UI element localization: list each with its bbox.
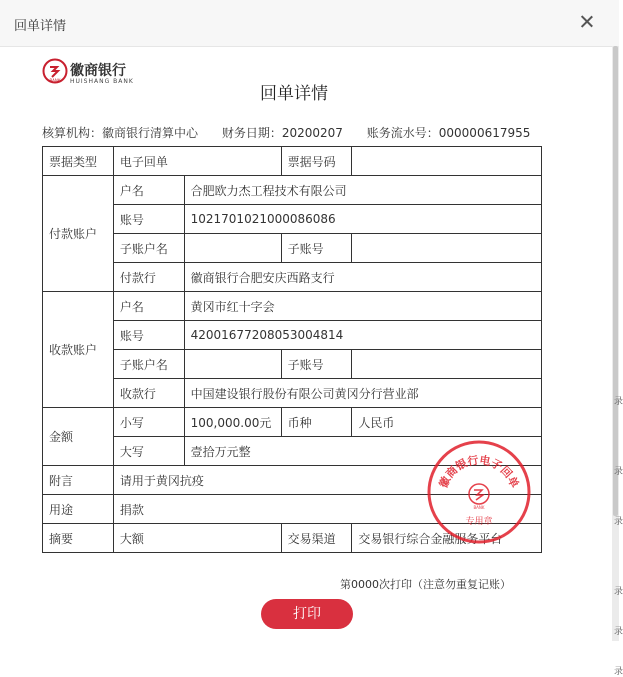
payee-account-label: 账号 xyxy=(113,321,184,350)
document-title: 回单详情 xyxy=(260,84,328,104)
close-icon[interactable] xyxy=(578,13,596,31)
table-row xyxy=(43,292,542,321)
purpose-label: 用途 xyxy=(43,495,114,524)
official-stamp xyxy=(425,438,533,546)
purpose: 捐款 xyxy=(113,495,541,524)
serial-number: 账务流水号：000000617955 xyxy=(366,126,531,140)
payee-sub-account xyxy=(352,350,542,379)
table-row xyxy=(43,321,542,350)
amount-group-label: 金额 xyxy=(43,408,114,466)
emblem-text: BANK xyxy=(49,78,61,83)
table-row xyxy=(43,408,542,437)
summary: 大额 xyxy=(113,524,281,553)
payer-name: 合肥欧力杰工程技术有限公司 xyxy=(184,176,541,205)
dialog-title: 回单详情 xyxy=(14,19,67,34)
postscript-label: 附言 xyxy=(43,466,114,495)
payer-sub-name xyxy=(184,234,281,263)
bill-type-value: 电子回单 xyxy=(113,147,281,176)
payer-bank: 徽商银行合肥安庆西路支行 xyxy=(184,263,541,292)
bill-no-value xyxy=(352,147,542,176)
background-page-edge: 录 xyxy=(614,587,623,597)
summary-label: 摘要 xyxy=(43,524,114,553)
bank-emblem-icon xyxy=(42,58,68,84)
table-row xyxy=(43,234,542,263)
vertical-scrollbar[interactable] xyxy=(612,46,623,677)
payee-bank: 中国建设银行股份有限公司黄冈分行营业部 xyxy=(184,379,541,408)
bank-name-cn: 徽商银行 xyxy=(70,63,126,79)
document-meta xyxy=(42,124,550,141)
background-page-edge: 录 xyxy=(614,467,623,477)
stamp-sub-text: 专用章 xyxy=(465,517,493,527)
currency: 人民币 xyxy=(352,408,542,437)
scrollbar-thumb[interactable] xyxy=(613,46,618,516)
background-page-edge: 录 xyxy=(614,397,623,407)
background-page-edge: 录 xyxy=(614,517,623,527)
payee-bank-label: 收款行 xyxy=(113,379,184,408)
payee-sub-name xyxy=(184,350,281,379)
background-page-edge: 录 xyxy=(614,667,623,677)
payer-account-label: 账号 xyxy=(113,205,184,234)
background-page-edge: 录 xyxy=(614,627,623,637)
stamp-text: 徽商银行电子回单 xyxy=(436,453,522,490)
table-row xyxy=(43,147,542,176)
table-row xyxy=(43,205,542,234)
amount-small-label: 小写 xyxy=(113,408,184,437)
bank-name-en: HUISHANG BANK xyxy=(70,78,134,85)
table-row xyxy=(43,379,542,408)
payer-group-label: 付款账户 xyxy=(43,176,114,292)
stamp-emblem-text: BANK xyxy=(473,505,485,510)
payer-sub-account xyxy=(352,234,542,263)
payer-bank-label: 付款行 xyxy=(113,263,184,292)
channel: 交易银行综合金融服务平台 xyxy=(352,524,542,553)
payee-account: 42001677208053004814 xyxy=(184,321,541,350)
payee-group-label: 收款账户 xyxy=(43,292,114,408)
table-row xyxy=(43,263,542,292)
payer-sub-account-label: 子账号 xyxy=(281,234,352,263)
dialog-titlebar xyxy=(0,0,619,47)
payee-sub-account-label: 子账号 xyxy=(281,350,352,379)
payee-name-label: 户名 xyxy=(113,292,184,321)
channel-label: 交易渠道 xyxy=(281,524,352,553)
postscript: 请用于黄冈抗疫 xyxy=(113,466,541,495)
table-row xyxy=(43,350,542,379)
payer-sub-name-label: 子账户名 xyxy=(113,234,184,263)
payer-name-label: 户名 xyxy=(113,176,184,205)
amount-small: 100,000.00元 xyxy=(184,408,281,437)
amount-capital: 壹拾万元整 xyxy=(184,437,541,466)
table-row xyxy=(43,176,542,205)
payer-account: 1021701021000086086 xyxy=(184,205,541,234)
accounting-date: 财务日期：20200207 xyxy=(221,126,343,140)
amount-capital-label: 大写 xyxy=(113,437,184,466)
bill-no-label: 票据号码 xyxy=(281,147,352,176)
accounting-org: 核算机构：徽商银行清算中心 xyxy=(42,126,199,140)
print-button[interactable]: 打印 xyxy=(261,599,353,629)
currency-label: 币种 xyxy=(281,408,352,437)
payee-name: 黄冈市红十字会 xyxy=(184,292,541,321)
payee-sub-name-label: 子账户名 xyxy=(113,350,184,379)
print-note: 第0000次打印（注意勿重复记账） xyxy=(340,578,511,591)
bill-type-label: 票据类型 xyxy=(43,147,114,176)
